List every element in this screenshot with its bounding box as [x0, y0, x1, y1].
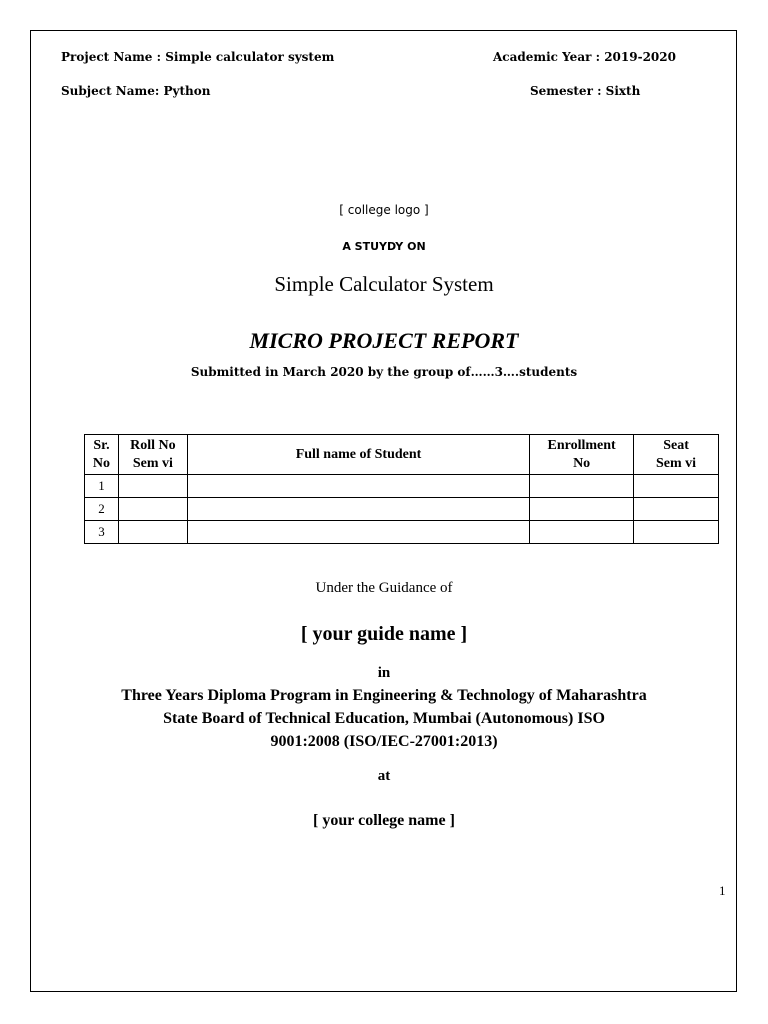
- study-label: A STUYDY ON: [342, 240, 426, 253]
- header-seat: Seat Sem vi: [634, 435, 719, 475]
- row-roll: [118, 475, 187, 498]
- header-roll-no: Roll No Sem vi: [118, 435, 187, 475]
- table-row: [85, 498, 719, 521]
- row-name: [187, 498, 529, 521]
- semester: Semester : Sixth: [530, 84, 641, 98]
- college-name: [ your college name ]: [313, 812, 455, 829]
- header-sr-no: Sr. No: [85, 435, 119, 475]
- in-label: in: [377, 665, 391, 681]
- at-label: at: [377, 768, 391, 784]
- students-table: [84, 434, 719, 544]
- row-sr: 2: [85, 498, 119, 521]
- row-seat: [634, 521, 719, 544]
- project-title: Simple Calculator System: [274, 272, 494, 296]
- row-seat: [634, 475, 719, 498]
- row-enrollment: [530, 475, 634, 498]
- project-name: Project Name : Simple calculator system: [61, 50, 335, 64]
- program-line: Three Years Diploma Program in Engineering & Technology of Maharashtra: [121, 687, 647, 704]
- page-number: 1: [719, 883, 726, 898]
- table-row: [85, 521, 719, 544]
- program-line: State Board of Technical Education, Mumbai (Autonomous) ISO: [163, 710, 605, 727]
- row-sr: 3: [85, 521, 119, 544]
- guide-name: [ your guide name ]: [300, 623, 468, 645]
- table-row: [85, 475, 719, 498]
- row-roll: [118, 521, 187, 544]
- row-name: [187, 521, 529, 544]
- header-full-name: Full name of Student: [187, 435, 529, 475]
- academic-year: Academic Year : 2019-2020: [493, 50, 676, 64]
- row-seat: [634, 498, 719, 521]
- subject-name: Subject Name: Python: [61, 84, 211, 98]
- row-name: [187, 475, 529, 498]
- row-roll: [118, 498, 187, 521]
- row-sr: 1: [85, 475, 119, 498]
- report-title: MICRO PROJECT REPORT: [249, 328, 519, 353]
- table-header-row: [85, 435, 719, 475]
- row-enrollment: [530, 498, 634, 521]
- guidance-label: Under the Guidance of: [315, 580, 453, 596]
- row-enrollment: [530, 521, 634, 544]
- program-line: 9001:2008 (ISO/IEC-27001:2013): [270, 733, 498, 750]
- submitted-line: Submitted in March 2020 by the group of……3….students: [190, 365, 578, 379]
- college-logo-placeholder: [ college logo ]: [339, 203, 429, 217]
- header-enrollment: Enrollment No: [530, 435, 634, 475]
